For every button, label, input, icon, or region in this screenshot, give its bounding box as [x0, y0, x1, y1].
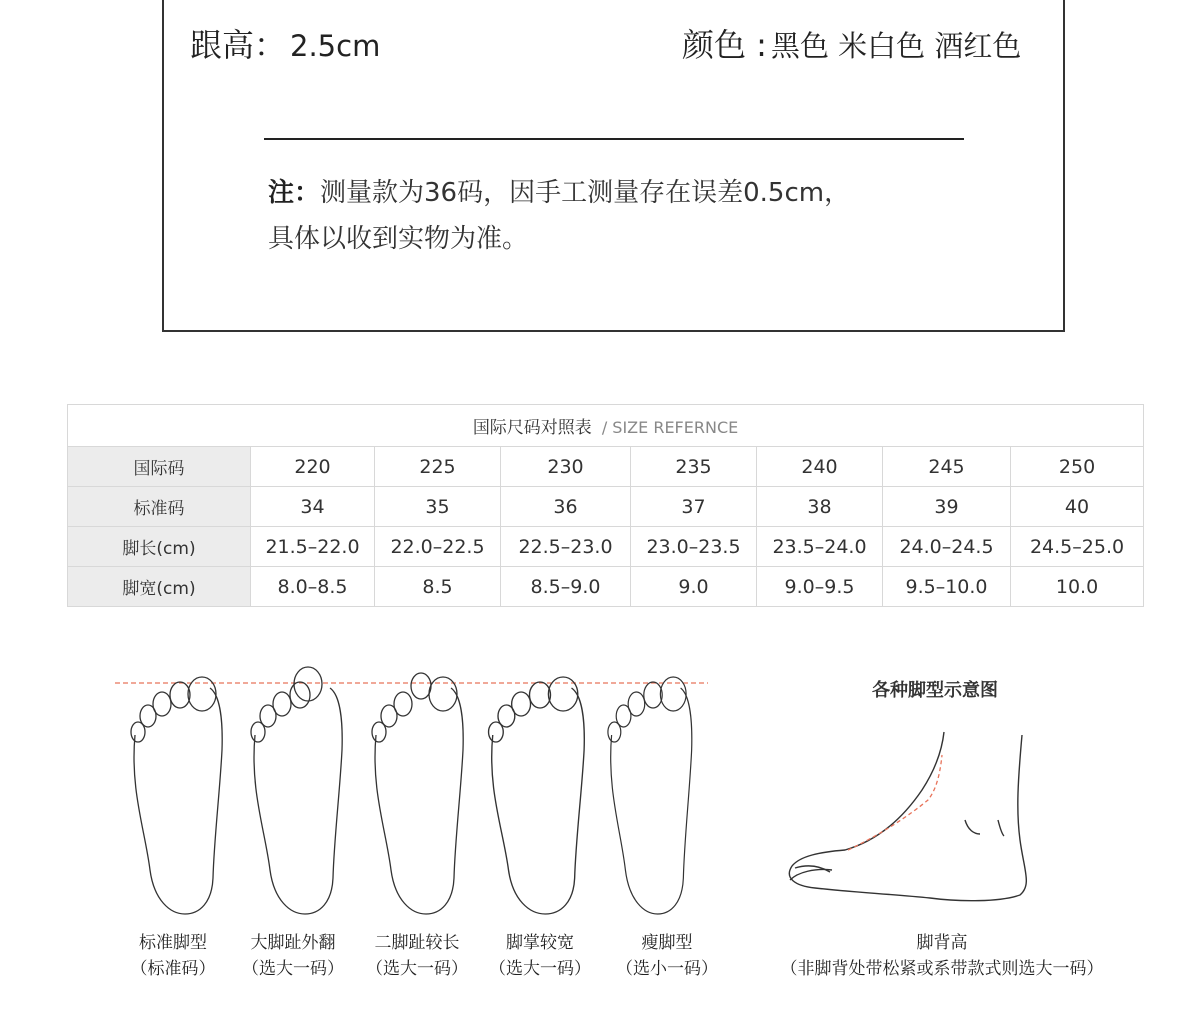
foot-outlines	[131, 667, 692, 914]
foot-outline	[251, 667, 342, 914]
foot-type-advice: （选小一码）	[616, 959, 718, 979]
size-cell: 10.0	[1011, 567, 1144, 607]
heel-height-spec	[190, 20, 380, 66]
foot-type-figure-title: 各种脚型示意图	[872, 680, 998, 701]
size-cell: 22.0–22.5	[375, 527, 501, 567]
toe-line	[790, 869, 832, 880]
size-row	[68, 567, 1144, 607]
size-cell: 9.5–10.0	[883, 567, 1011, 607]
foot-type-advice: （选大一码）	[489, 959, 591, 979]
note-line-1: 测量款为36码，因手工测量存在误差0.5cm，	[320, 178, 851, 208]
foot-type-name: 大脚趾外翻	[250, 933, 336, 953]
size-cell: 8.5–9.0	[501, 567, 631, 607]
size-row-header: 标准码	[68, 487, 251, 527]
size-cell: 9.0–9.5	[757, 567, 883, 607]
instep-foot-outline	[789, 732, 1026, 901]
size-cell: 23.0–23.5	[631, 527, 757, 567]
size-cell: 230	[501, 447, 631, 487]
size-cell: 225	[375, 447, 501, 487]
size-cell: 250	[1011, 447, 1144, 487]
heel-height-value: 2.5cm	[290, 29, 381, 63]
size-table-body	[68, 447, 1144, 607]
foot-type-advice: （选大一码）	[366, 959, 468, 979]
size-row-header: 脚宽(cm)	[68, 567, 251, 607]
size-cell: 37	[631, 487, 757, 527]
size-row-header: 脚长(cm)	[68, 527, 251, 567]
size-row-header: 国际码	[68, 447, 251, 487]
foot-type-name: 瘦脚型	[641, 933, 693, 953]
foot-type-advice: （选大一码）	[242, 959, 344, 979]
size-cell: 35	[375, 487, 501, 527]
foot-type-name: 标准脚型	[139, 933, 207, 953]
size-table-title: 国际尺码对照表	[472, 418, 592, 438]
foot-type-name: 二脚趾较长	[374, 933, 460, 953]
ankle-mark-right	[998, 820, 1004, 836]
size-cell: 245	[883, 447, 1011, 487]
color-spec	[682, 20, 1021, 66]
ankle-mark-left	[965, 820, 980, 834]
note-line-2: 具体以收到实物为准。	[268, 224, 529, 254]
foot-type-advice: （标准码）	[130, 959, 216, 979]
divider-line	[264, 138, 964, 140]
size-cell: 24.5–25.0	[1011, 527, 1144, 567]
size-table-title-cell	[68, 405, 1144, 447]
instep-name: 脚背高	[916, 933, 968, 953]
size-cell: 8.5	[375, 567, 501, 607]
size-row	[68, 527, 1144, 567]
foot-type-name: 脚掌较宽	[506, 933, 574, 953]
size-cell: 38	[757, 487, 883, 527]
foot-outline	[489, 677, 585, 914]
foot-outline	[131, 677, 222, 914]
foot-type-caption	[475, 930, 605, 982]
size-cell: 40	[1011, 487, 1144, 527]
instep-foot-diagram	[789, 732, 1026, 901]
foot-type-caption	[352, 930, 482, 982]
foot-type-caption	[602, 930, 732, 982]
instep-advice: （非脚背处带松紧或系带款式则选大一码）	[780, 959, 1104, 979]
size-row	[68, 447, 1144, 487]
size-cell: 23.5–24.0	[757, 527, 883, 567]
instep-height-line	[848, 755, 942, 850]
color-value: 黑色 米白色 酒红色	[770, 29, 1022, 63]
measurement-note	[268, 170, 988, 262]
foot-outline	[608, 677, 692, 914]
heel-height-label: 跟高：	[190, 26, 287, 64]
size-cell: 220	[251, 447, 375, 487]
instep-caption	[764, 930, 1120, 982]
size-cell: 8.0–8.5	[251, 567, 375, 607]
size-table-subtitle: / SIZE REFERNCE	[601, 418, 739, 437]
size-cell: 21.5–22.0	[251, 527, 375, 567]
size-cell: 34	[251, 487, 375, 527]
size-cell: 9.0	[631, 567, 757, 607]
size-cell: 240	[757, 447, 883, 487]
size-cell: 24.0–24.5	[883, 527, 1011, 567]
foot-outline	[372, 673, 463, 914]
color-label: 颜色 :	[682, 26, 767, 64]
foot-type-caption	[228, 930, 358, 982]
size-cell: 36	[501, 487, 631, 527]
size-cell: 235	[631, 447, 757, 487]
size-cell: 22.5–23.0	[501, 527, 631, 567]
size-row	[68, 487, 1144, 527]
size-chart-table	[67, 404, 1144, 607]
product-info-box	[162, 0, 1065, 332]
size-cell: 39	[883, 487, 1011, 527]
toenail-line	[795, 866, 830, 872]
note-label: 注：	[268, 178, 321, 208]
foot-type-caption	[108, 930, 238, 982]
size-table-title-row	[68, 405, 1144, 447]
